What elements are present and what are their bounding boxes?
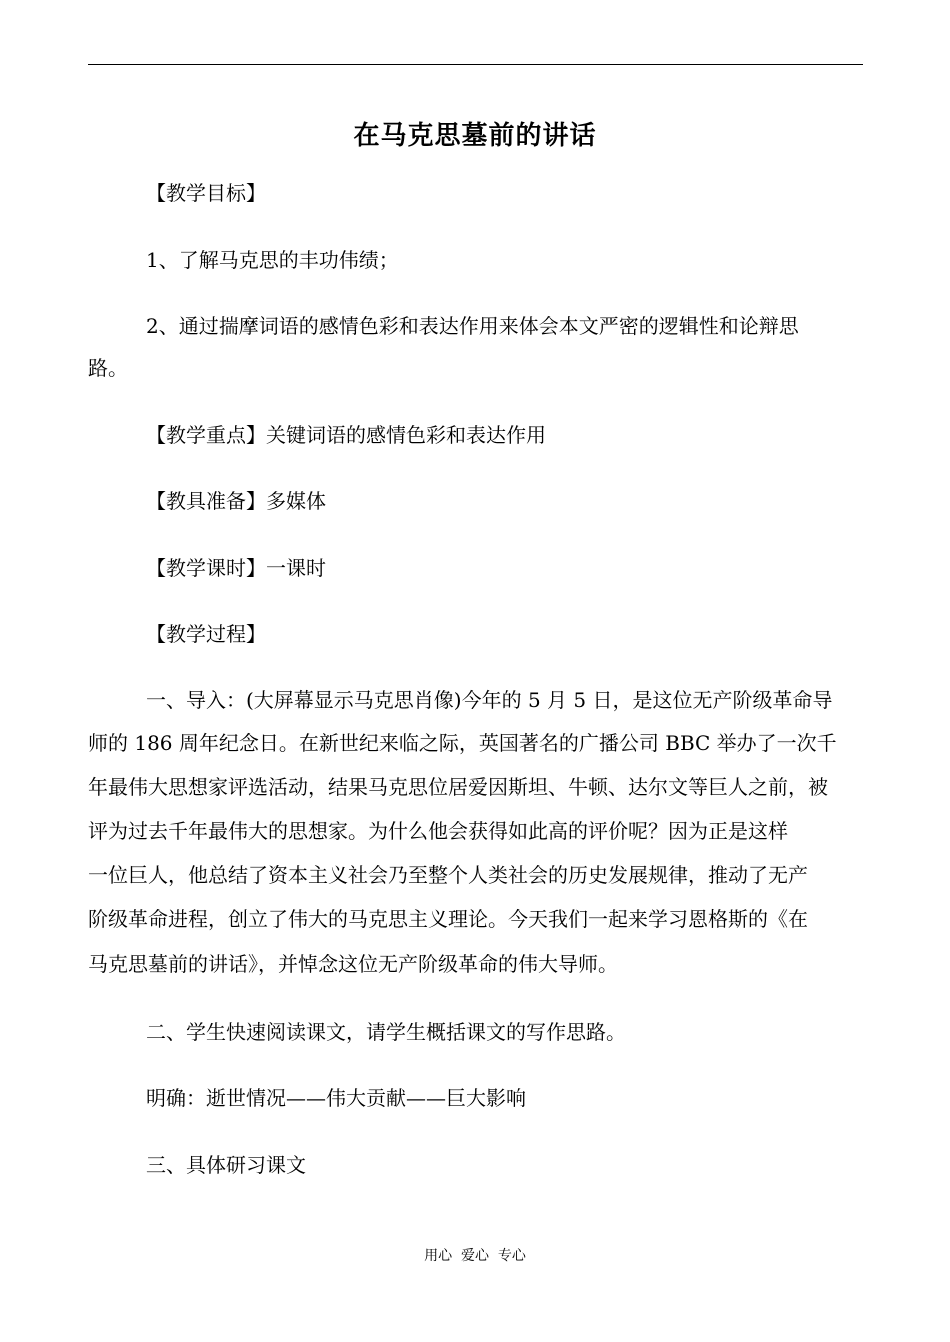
class-hours-line: 【教学课时】一课时 <box>146 556 326 580</box>
step-two-line: 二、学生快速阅读课文，请学生概括课文的写作思路。 <box>146 1020 626 1044</box>
intro-paragraph-line-3: 年最伟大思想家评选活动，结果马克思位居爱因斯坦、牛顿、达尔文等巨人之前，被 <box>88 775 828 799</box>
intro-paragraph-line-7: 马克思墓前的讲话》，并悼念这位无产阶级革命的伟大导师。 <box>88 952 618 976</box>
intro-paragraph-line-5: 一位巨人，他总结了资本主义社会乃至整个人类社会的历史发展规律，推动了无产 <box>88 863 808 887</box>
intro-paragraph-line-1: 一、导入：(大屏幕显示马克思肖像)今年的 5 月 5 日，是这位无产阶级革命导 <box>146 688 833 712</box>
teaching-aids-line: 【教具准备】多媒体 <box>146 489 326 513</box>
intro-paragraph-line-4: 评为过去千年最伟大的思想家。为什么他会获得如此高的评价呢？因为正是这样 <box>88 819 788 843</box>
key-points-line: 【教学重点】关键词语的感情色彩和表达作用 <box>146 423 546 447</box>
header-rule <box>88 64 863 65</box>
section-heading-process: 【教学过程】 <box>146 622 266 646</box>
objective-item-1: 1、了解马克思的丰功伟绩； <box>146 248 399 272</box>
objective-item-2: 2、通过揣摩词语的感情色彩和表达作用来体会本文严密的逻辑性和论辩思 <box>146 314 799 338</box>
section-heading-objectives: 【教学目标】 <box>146 181 266 205</box>
clarification-line: 明确：逝世情况——伟大贡献——巨大影响 <box>146 1086 526 1110</box>
intro-paragraph-line-6: 阶级革命进程，创立了伟大的马克思主义理论。今天我们一起来学习恩格斯的《在 <box>88 907 808 931</box>
intro-paragraph-line-2: 师的 186 周年纪念日。在新世纪来临之际，英国著名的广播公司 BBC 举办了一次千 <box>88 731 837 755</box>
page-footer: 用心 爱心 专心 <box>424 1248 526 1264</box>
objective-item-2-cont: 路。 <box>88 356 128 380</box>
page-title: 在马克思墓前的讲话 <box>353 121 597 151</box>
step-three-line: 三、具体研习课文 <box>146 1153 306 1177</box>
